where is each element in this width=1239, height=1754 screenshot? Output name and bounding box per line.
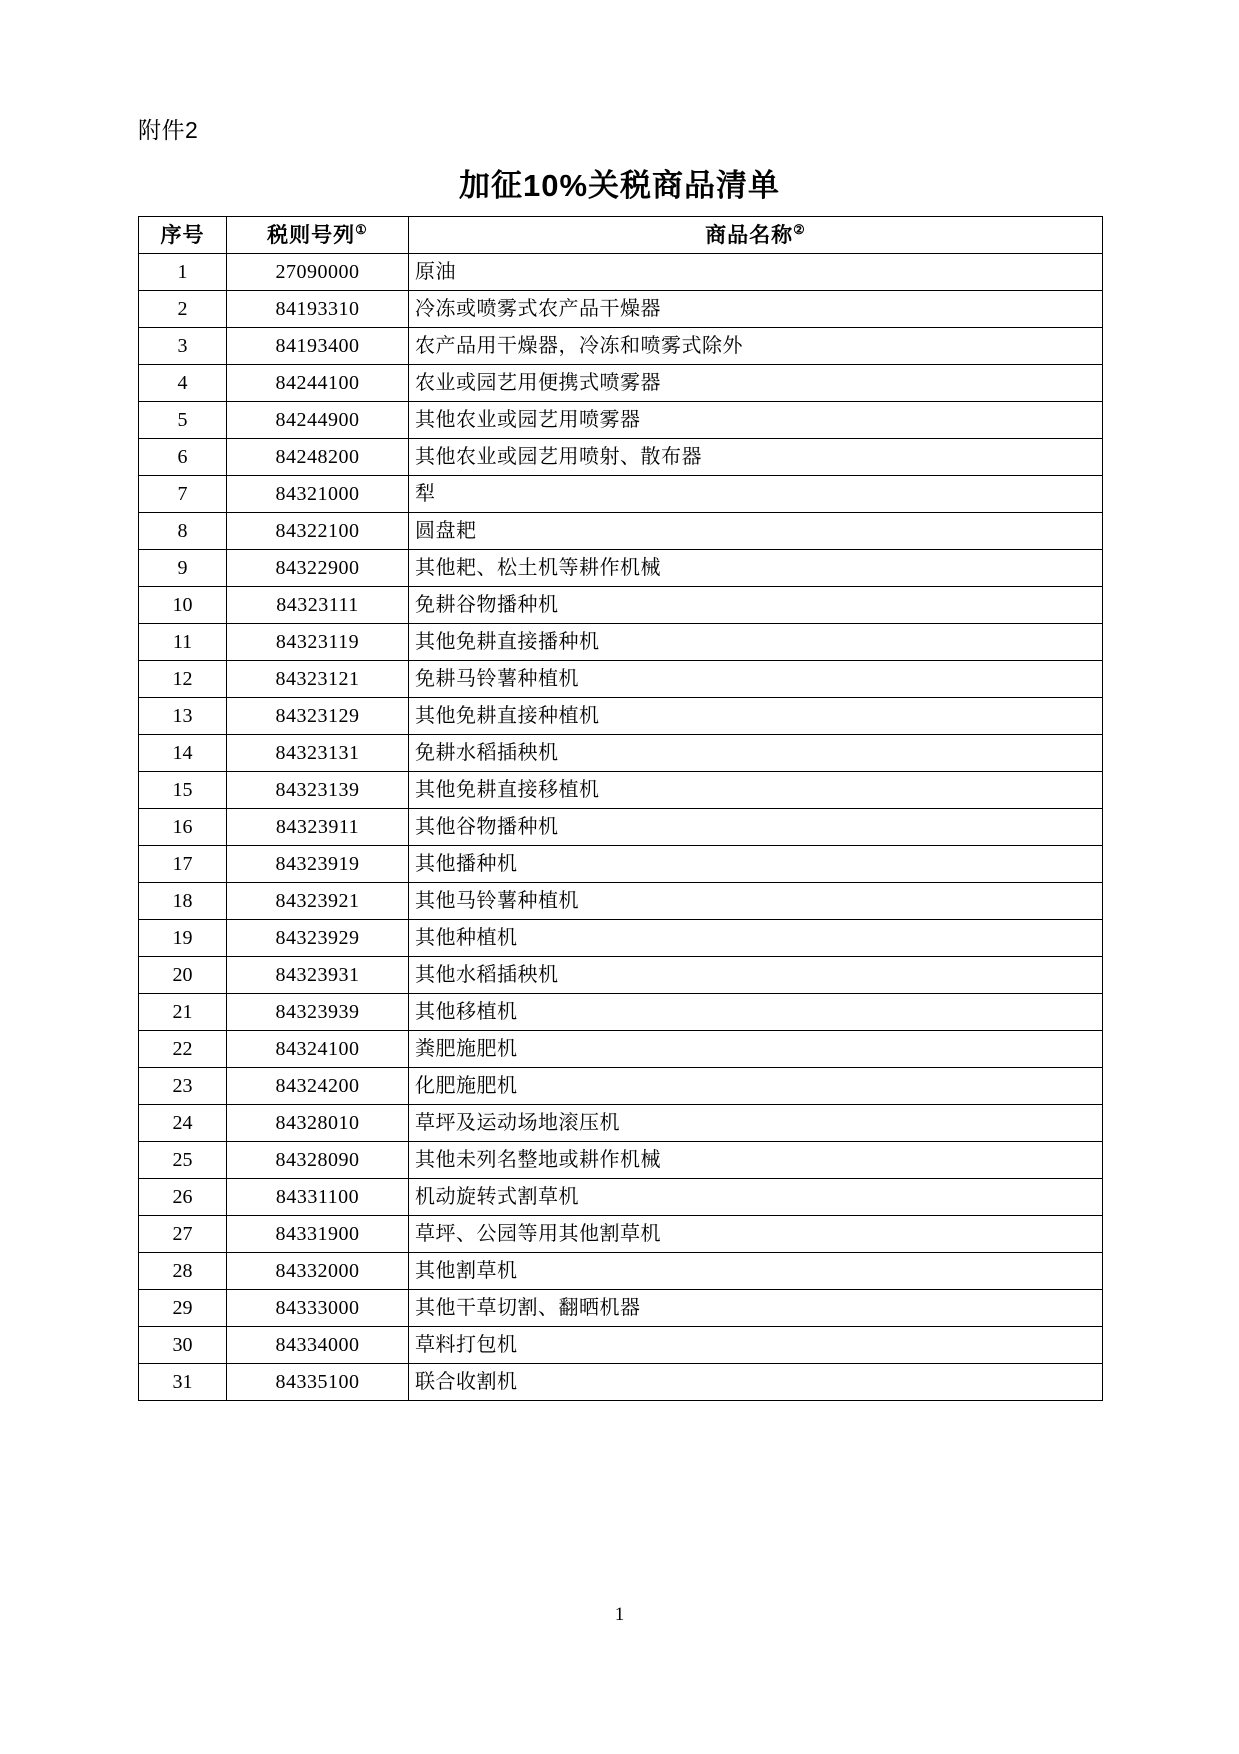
table-row — [139, 624, 1103, 661]
cell-tariff-code: 84193310 — [227, 291, 409, 328]
cell-tariff-code: 84323929 — [227, 920, 409, 957]
cell-product-name: 其他免耕直接移植机 — [409, 772, 1103, 809]
cell-product-name: 免耕谷物播种机 — [409, 587, 1103, 624]
cell-no: 15 — [139, 772, 227, 809]
cell-no: 7 — [139, 476, 227, 513]
cell-product-name: 农产品用干燥器，冷冻和喷雾式除外 — [409, 328, 1103, 365]
cell-no: 30 — [139, 1327, 227, 1364]
cell-tariff-code: 84244900 — [227, 402, 409, 439]
cell-product-name: 其他农业或园艺用喷射、散布器 — [409, 439, 1103, 476]
cell-no: 10 — [139, 587, 227, 624]
page-number: 1 — [614, 1604, 625, 1625]
cell-tariff-code: 84248200 — [227, 439, 409, 476]
cell-no: 4 — [139, 365, 227, 402]
cell-tariff-code: 84335100 — [227, 1364, 409, 1401]
cell-no: 11 — [139, 624, 227, 661]
cell-no: 8 — [139, 513, 227, 550]
table-row — [139, 1142, 1103, 1179]
table-row — [139, 698, 1103, 735]
cell-tariff-code: 84332000 — [227, 1253, 409, 1290]
table-row — [139, 254, 1103, 291]
cell-no: 14 — [139, 735, 227, 772]
cell-tariff-code: 84321000 — [227, 476, 409, 513]
cell-tariff-code: 84323131 — [227, 735, 409, 772]
table-row — [139, 513, 1103, 550]
cell-product-name: 其他免耕直接种植机 — [409, 698, 1103, 735]
column-header-name-label: 商品名称 — [705, 222, 794, 247]
cell-product-name: 原油 — [409, 254, 1103, 291]
cell-no: 16 — [139, 809, 227, 846]
table-row — [139, 809, 1103, 846]
table-row — [139, 1068, 1103, 1105]
column-header-code — [227, 217, 409, 254]
cell-product-name: 其他干草切割、翻晒机器 — [409, 1290, 1103, 1327]
cell-no: 28 — [139, 1253, 227, 1290]
cell-tariff-code: 84328010 — [227, 1105, 409, 1142]
cell-tariff-code: 84323129 — [227, 698, 409, 735]
cell-product-name: 免耕马铃薯种植机 — [409, 661, 1103, 698]
cell-no: 24 — [139, 1105, 227, 1142]
table-row — [139, 846, 1103, 883]
cell-product-name: 农业或园艺用便携式喷雾器 — [409, 365, 1103, 402]
table-row — [139, 994, 1103, 1031]
cell-product-name: 联合收割机 — [409, 1364, 1103, 1401]
cell-tariff-code: 84244100 — [227, 365, 409, 402]
cell-tariff-code: 84323111 — [227, 587, 409, 624]
cell-product-name: 化肥施肥机 — [409, 1068, 1103, 1105]
table-row — [139, 735, 1103, 772]
cell-tariff-code: 84331900 — [227, 1216, 409, 1253]
cell-tariff-code: 84323931 — [227, 957, 409, 994]
table-row — [139, 1031, 1103, 1068]
cell-no: 29 — [139, 1290, 227, 1327]
cell-tariff-code: 84323911 — [227, 809, 409, 846]
cell-no: 19 — [139, 920, 227, 957]
cell-no: 25 — [139, 1142, 227, 1179]
cell-product-name: 其他马铃薯种植机 — [409, 883, 1103, 920]
cell-tariff-code: 84323921 — [227, 883, 409, 920]
page-title: 加征10%关税商品清单 — [458, 168, 781, 203]
column-header-name — [409, 217, 1103, 254]
cell-no: 2 — [139, 291, 227, 328]
cell-product-name: 冷冻或喷雾式农产品干燥器 — [409, 291, 1103, 328]
cell-product-name: 其他种植机 — [409, 920, 1103, 957]
cell-no: 9 — [139, 550, 227, 587]
table-row — [139, 1253, 1103, 1290]
cell-product-name: 其他农业或园艺用喷雾器 — [409, 402, 1103, 439]
cell-product-name: 草坪、公园等用其他割草机 — [409, 1216, 1103, 1253]
cell-product-name: 犁 — [409, 476, 1103, 513]
cell-product-name: 其他移植机 — [409, 994, 1103, 1031]
tariff-table — [138, 216, 1103, 1401]
cell-no: 27 — [139, 1216, 227, 1253]
cell-tariff-code: 84322100 — [227, 513, 409, 550]
cell-tariff-code: 84333000 — [227, 1290, 409, 1327]
cell-tariff-code: 84323121 — [227, 661, 409, 698]
column-header-code-label: 税则号列 — [267, 222, 356, 247]
table-row — [139, 1327, 1103, 1364]
column-header-name-footnote: ② — [793, 221, 806, 237]
cell-no: 5 — [139, 402, 227, 439]
cell-no: 18 — [139, 883, 227, 920]
cell-no: 1 — [139, 254, 227, 291]
cell-product-name: 其他谷物播种机 — [409, 809, 1103, 846]
cell-product-name: 其他未列名整地或耕作机械 — [409, 1142, 1103, 1179]
table-row — [139, 402, 1103, 439]
table-row — [139, 550, 1103, 587]
table-row — [139, 772, 1103, 809]
cell-product-name: 其他播种机 — [409, 846, 1103, 883]
cell-product-name: 其他免耕直接播种机 — [409, 624, 1103, 661]
cell-no: 6 — [139, 439, 227, 476]
cell-tariff-code: 84328090 — [227, 1142, 409, 1179]
cell-tariff-code: 84334000 — [227, 1327, 409, 1364]
cell-product-name: 粪肥施肥机 — [409, 1031, 1103, 1068]
cell-tariff-code: 84331100 — [227, 1179, 409, 1216]
cell-no: 21 — [139, 994, 227, 1031]
table-row — [139, 328, 1103, 365]
table-row — [139, 1216, 1103, 1253]
cell-no: 23 — [139, 1068, 227, 1105]
cell-tariff-code: 84324200 — [227, 1068, 409, 1105]
table-row — [139, 1105, 1103, 1142]
cell-product-name: 圆盘耙 — [409, 513, 1103, 550]
table-row — [139, 957, 1103, 994]
column-header-code-footnote: ① — [355, 221, 368, 237]
cell-product-name: 其他割草机 — [409, 1253, 1103, 1290]
table-header-row — [139, 217, 1103, 254]
cell-no: 26 — [139, 1179, 227, 1216]
table-row — [139, 439, 1103, 476]
table-row — [139, 1290, 1103, 1327]
cell-tariff-code: 27090000 — [227, 254, 409, 291]
cell-no: 22 — [139, 1031, 227, 1068]
column-header-no-label: 序号 — [160, 222, 205, 247]
table-row — [139, 1364, 1103, 1401]
cell-tariff-code: 84323119 — [227, 624, 409, 661]
cell-product-name: 草料打包机 — [409, 1327, 1103, 1364]
cell-product-name: 免耕水稻插秧机 — [409, 735, 1103, 772]
table-row — [139, 883, 1103, 920]
cell-no: 13 — [139, 698, 227, 735]
cell-product-name: 机动旋转式割草机 — [409, 1179, 1103, 1216]
column-header-no — [139, 217, 227, 254]
cell-no: 17 — [139, 846, 227, 883]
cell-no: 3 — [139, 328, 227, 365]
cell-no: 20 — [139, 957, 227, 994]
table-row — [139, 587, 1103, 624]
cell-product-name: 其他耙、松土机等耕作机械 — [409, 550, 1103, 587]
table-body — [139, 254, 1103, 1401]
cell-tariff-code: 84323139 — [227, 772, 409, 809]
table-row — [139, 291, 1103, 328]
cell-no: 12 — [139, 661, 227, 698]
cell-tariff-code: 84322900 — [227, 550, 409, 587]
cell-product-name: 其他水稻插秧机 — [409, 957, 1103, 994]
cell-tariff-code: 84323939 — [227, 994, 409, 1031]
table-row — [139, 661, 1103, 698]
table-row — [139, 365, 1103, 402]
cell-tariff-code: 84324100 — [227, 1031, 409, 1068]
cell-tariff-code: 84193400 — [227, 328, 409, 365]
cell-no: 31 — [139, 1364, 227, 1401]
tariff-table-container — [138, 216, 1102, 1401]
table-row — [139, 920, 1103, 957]
cell-product-name: 草坪及运动场地滚压机 — [409, 1105, 1103, 1142]
attachment-label: 附件2 — [138, 117, 199, 143]
table-row — [139, 1179, 1103, 1216]
table-row — [139, 476, 1103, 513]
cell-tariff-code: 84323919 — [227, 846, 409, 883]
